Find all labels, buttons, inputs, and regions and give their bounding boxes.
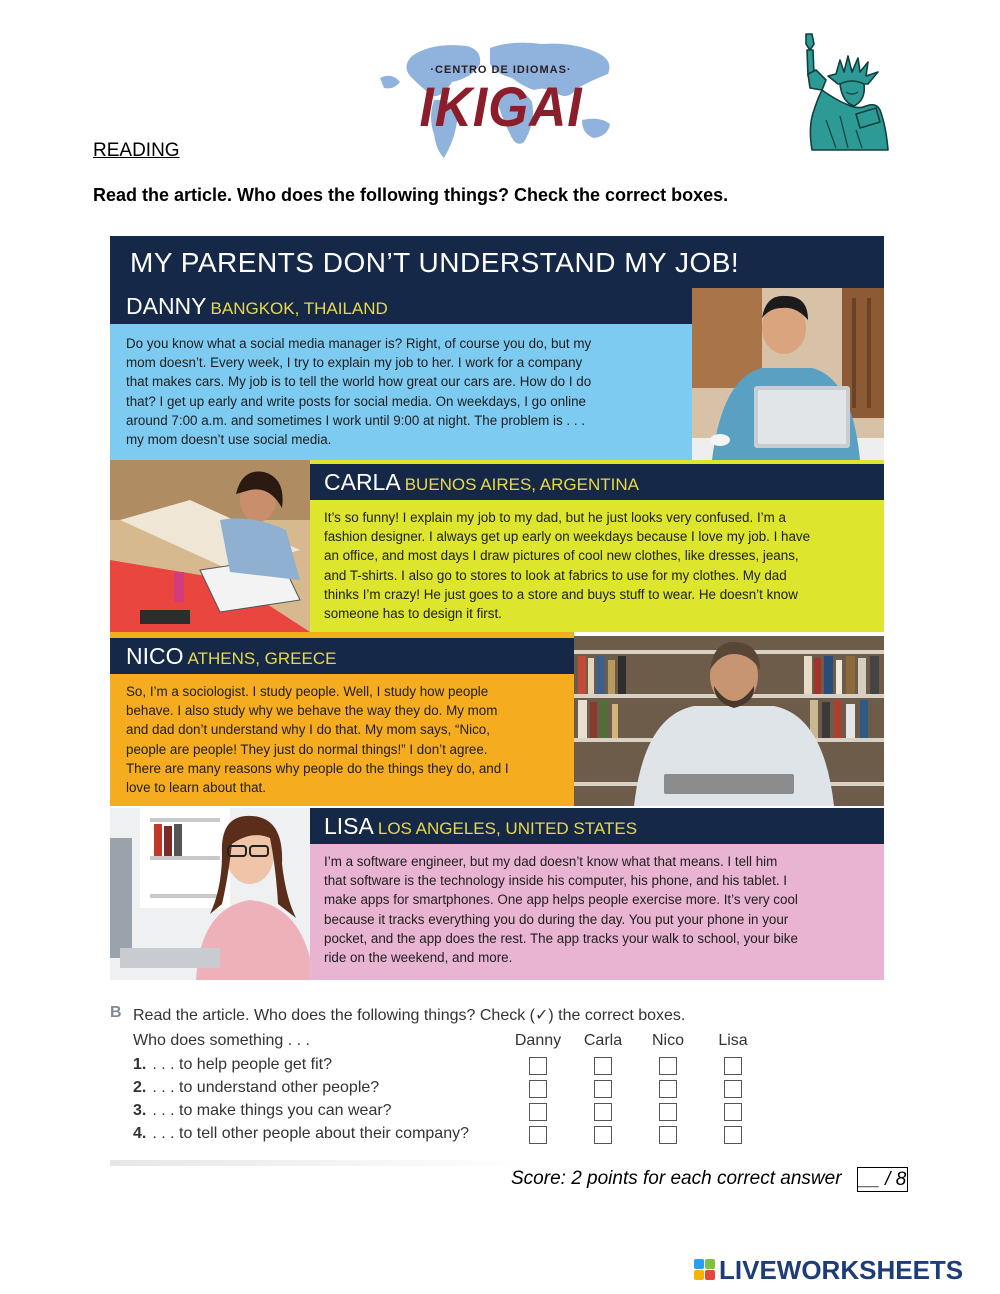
- carla-location: BUENOS AIRES, ARGENTINA: [404, 475, 639, 494]
- question-number: 4.: [133, 1125, 147, 1142]
- lisa-name: LISA: [324, 813, 374, 839]
- checkbox-q2-nico[interactable]: [659, 1080, 677, 1098]
- column-danny: Danny: [514, 1032, 562, 1049]
- checkbox-q3-carla[interactable]: [594, 1103, 612, 1121]
- nico-location: ATHENS, GREECE: [187, 649, 337, 668]
- article-title: MY PARENTS DON’T UNDERSTAND MY JOB!: [130, 247, 740, 278]
- nico-line: So, I’m a sociologist. I study people. Well, I study how people: [126, 684, 489, 699]
- exercise-letter: B: [110, 1004, 122, 1021]
- checkbox-q3-nico[interactable]: [659, 1103, 677, 1121]
- checkbox-q1-nico[interactable]: [659, 1057, 677, 1075]
- article-title-bar: [110, 236, 884, 288]
- nico-panel: [110, 632, 574, 806]
- carla-line: It’s so funny! I explain my job to my dad, but he just looks very confused. I’m a: [324, 510, 786, 525]
- nico-line: people are people! They just do normal things!” I don’t agree.: [126, 741, 488, 757]
- question-1: [133, 1056, 332, 1074]
- checkbox-q1-danny[interactable]: [529, 1057, 547, 1075]
- exercise-who-label: Who does something . . .: [133, 1032, 310, 1049]
- carla-line: thinks I’m crazy! He just goes to a store and buys stuff to wear. He doesn’t know: [324, 586, 798, 602]
- danny-location: BANGKOK, THAILAND: [210, 299, 388, 318]
- danny-panel: [110, 288, 692, 460]
- carla-line: an office, and most days I draw pictures of cool new clothes, like dresses, jeans,: [324, 548, 799, 564]
- carla-line: someone has to design it first.: [324, 606, 502, 622]
- column-nico: Nico: [651, 1032, 684, 1049]
- article: [110, 236, 884, 980]
- danny-text: [126, 334, 686, 449]
- nico-photo: [574, 636, 884, 806]
- carla-line: fashion designer. I always get up early on weekdays because I love my job. I have: [324, 529, 811, 545]
- lisa-line: pocket, and the app does the rest. The app tracks your walk to school, your bike: [324, 930, 798, 946]
- question-3: [133, 1102, 392, 1120]
- nico-line: There are many reasons why people do the things they do, and I: [126, 760, 509, 776]
- carla-text: [324, 508, 880, 623]
- danny-line: around 7:00 a.m. and sometimes I work until 9:00 at night. The problem is . . .: [126, 412, 585, 428]
- lisa-text: [324, 852, 880, 967]
- lisa-line: because it tracks everything you do during the day. You put your phone in your: [324, 911, 789, 927]
- liveworksheets-logo: [694, 1255, 994, 1285]
- nico-name: NICO: [126, 643, 184, 669]
- checkbox-q4-danny[interactable]: [529, 1126, 547, 1144]
- question-2: [133, 1079, 379, 1097]
- checkbox-q4-nico[interactable]: [659, 1126, 677, 1144]
- question-text: . . . to help people get fit?: [152, 1056, 333, 1073]
- lisa-photo: [110, 808, 310, 980]
- score-label: Score: 2 points for each correct answer: [511, 1168, 842, 1189]
- checkbox-q4-carla[interactable]: [594, 1126, 612, 1144]
- checkbox-q1-lisa[interactable]: [724, 1057, 742, 1075]
- statue-of-liberty-icon: [796, 30, 896, 154]
- checkbox-q2-danny[interactable]: [529, 1080, 547, 1098]
- question-number: 3.: [133, 1102, 147, 1119]
- column-carla: Carla: [583, 1032, 623, 1049]
- danny-line: mom doesn’t. Every week, I try to explain my job to her. I work for a company: [126, 355, 583, 371]
- danny-photo: [692, 288, 884, 460]
- question-text: . . . to tell other people about their company?: [152, 1125, 469, 1142]
- column-lisa: Lisa: [718, 1032, 748, 1049]
- checkbox-q3-lisa[interactable]: [724, 1103, 742, 1121]
- score-input[interactable]: __ / 8: [858, 1169, 907, 1190]
- checkbox-q2-carla[interactable]: [594, 1080, 612, 1098]
- nico-line: behave. I also study why we behave the way they do. My mom: [126, 703, 498, 719]
- carla-header: [310, 464, 884, 500]
- lisa-header: [310, 808, 884, 844]
- question-text: . . . to understand other people?: [152, 1079, 380, 1096]
- checkbox-q4-lisa[interactable]: [724, 1126, 742, 1144]
- exercise-prompt: Read the article. Who does the following things? Check (✓) the correct boxes.: [133, 1007, 686, 1024]
- nico-line: and dad don’t understand why I do that. My mom says, “Nico,: [126, 722, 490, 738]
- danny-line: my mom doesn’t use social media.: [126, 432, 332, 448]
- lisa-panel: [310, 808, 884, 980]
- logo-main-text: IKIGAI: [419, 75, 583, 138]
- danny-line: that? I get up early and write posts for social media. On weekdays, I go online: [126, 393, 586, 409]
- liveworksheets-icon: [694, 1259, 716, 1281]
- danny-line: that makes cars. My job is to tell the world how great our cars are. How do I do: [126, 374, 592, 390]
- carla-name: CARLA: [324, 469, 401, 495]
- nico-text: [126, 682, 572, 797]
- lisa-location: LOS ANGELES, UNITED STATES: [377, 819, 638, 838]
- ikigai-logo: [372, 38, 630, 166]
- danny-name: DANNY: [126, 293, 207, 319]
- carla-panel: [310, 460, 884, 632]
- nico-header: [110, 638, 574, 674]
- carla-photo: [110, 460, 310, 632]
- lisa-line: I’m a software engineer, but my dad doesn’t know what that means. I tell him: [324, 854, 778, 869]
- question-number: 2.: [133, 1079, 147, 1096]
- exercise-b: [110, 1000, 770, 1160]
- checkbox-q2-lisa[interactable]: [724, 1080, 742, 1098]
- lisa-line: that software is the technology inside his computer, his phone, and his tablet. I: [324, 873, 787, 889]
- nico-line: love to learn about that.: [126, 780, 266, 796]
- section-label: READING: [93, 140, 180, 161]
- instruction-text: Read the article. Who does the following things? Check the correct boxes.: [93, 185, 729, 205]
- checkbox-q3-danny[interactable]: [529, 1103, 547, 1121]
- lisa-line: ride on the weekend, and more.: [324, 950, 513, 966]
- question-number: 1.: [133, 1056, 147, 1073]
- logo-top-text: ·CENTRO DE IDIOMAS·: [430, 64, 572, 76]
- question-text: . . . to make things you can wear?: [152, 1102, 392, 1119]
- carla-line: and T-shirts. I also go to stores to look at fabrics to use for my clothes. My dad: [324, 567, 787, 583]
- liveworksheets-brand: LIVEWORKSHEETS: [719, 1255, 964, 1285]
- question-4: [133, 1125, 469, 1143]
- danny-header: [110, 288, 692, 324]
- danny-line: Do you know what a social media manager is? Right, of course you do, but my: [126, 336, 592, 351]
- checkbox-q1-carla[interactable]: [594, 1057, 612, 1075]
- divider: [110, 1160, 530, 1166]
- lisa-line: make apps for smartphones. One app helps people exercise more. It’s very cool: [324, 892, 798, 908]
